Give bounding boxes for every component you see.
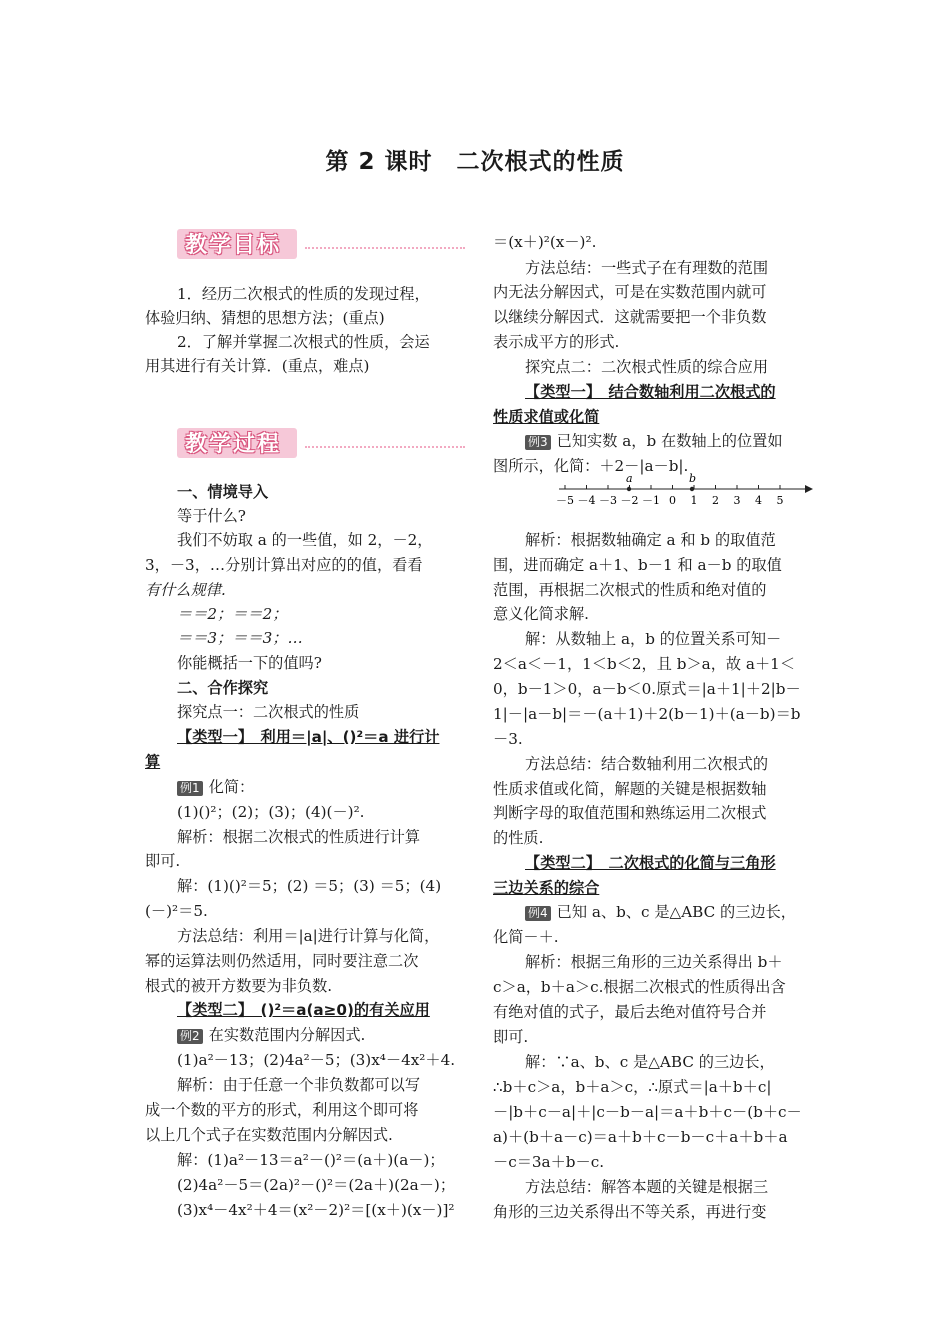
text-line: 解析：根据三角形的三边关系得出 b＋: [525, 953, 783, 971]
tick-label: －3: [599, 494, 617, 507]
text-line: 角形的三边关系得出不等关系，再进行变: [493, 1203, 767, 1221]
teaching-goals-header: [177, 227, 467, 263]
text-line: (1)()²；(2)；(3)；(4)(－)².: [177, 803, 365, 821]
text-line: 等于什么?: [177, 507, 246, 525]
point-b: [690, 487, 694, 491]
teaching-process-header: [177, 426, 467, 462]
example-line: 例2 在实数范围内分解因式.: [177, 1023, 492, 1048]
text-line: 根式的被开方数要为非负数.: [145, 977, 333, 995]
section-heading: 教学目标: [185, 233, 282, 258]
example-line: 例3 已知实数 a，b 在数轴上的位置如: [525, 429, 839, 454]
text-line: 解：从数轴上 a，b 的位置关系可知－: [525, 630, 782, 648]
number-line: [553, 472, 813, 512]
goal-line: 1．经历二次根式的性质的发现过程，: [177, 285, 430, 303]
tick-label: 2: [712, 494, 719, 507]
tick-label: 3: [733, 494, 741, 507]
text-line: 方法总结：解答本题的关键是根据三: [525, 1178, 768, 1196]
tick-label: －4: [577, 494, 596, 507]
text-line: 解：(1)a²－13＝a²－()²＝(a＋)(a－)；: [177, 1151, 445, 1169]
point-a: [627, 487, 631, 491]
text-line: 即可.: [145, 852, 181, 870]
text-line: 意义化简求解.: [493, 605, 589, 623]
text-line: 方法总结：利用＝|a|进行计算与化简，: [177, 927, 440, 945]
text-line: ＝(x＋)²(x－)².: [493, 233, 597, 251]
text-line: (3)x⁴－4x²＋4＝(x²－2)²＝[(x＋)(x－)]²: [177, 1201, 455, 1219]
text-line: 3，－3，…分别计算出对应的的值，看看: [145, 556, 423, 574]
type-heading: 【类型一】 利用＝|a|、()²＝a 进行计: [177, 728, 440, 746]
text-line: 解析：由于任意一个非负数都可以写: [177, 1076, 420, 1094]
text-line: 范围，再根据二次根式的性质和绝对值的: [493, 581, 767, 599]
text-line: (2)4a²－5＝(2a)²－()²＝(2a＋)(2a－)；: [177, 1176, 456, 1194]
text-line: 方法总结：结合数轴利用二次根式的: [525, 755, 768, 773]
tick-label: 5: [776, 494, 784, 507]
subheading: 二、合作探究: [177, 679, 269, 697]
text-line: 表示成平方的形式.: [493, 333, 620, 351]
text-line: －3.: [493, 730, 523, 748]
example-badge: 例1: [177, 781, 203, 796]
example-badge: 例2: [177, 1029, 203, 1044]
text-line: 性质求值或化简，解题的关键是根据数轴: [493, 780, 767, 798]
text-line: 以上几个式子在实数范围内分解因式.: [145, 1126, 393, 1144]
example-line: 例1 化简：: [177, 775, 492, 800]
text-line: (－)²＝5.: [145, 902, 208, 920]
type-heading: 【类型二】 ()²＝a(a≥0)的有关应用: [177, 1001, 430, 1019]
type-heading: 【类型一】 结合数轴利用二次根式的: [525, 383, 776, 401]
text-line: －c＝3a＋b－c.: [493, 1153, 605, 1171]
text-line: 解：(1)()²＝5；(2) ＝5；(3) ＝5；(4): [177, 877, 442, 895]
text-line: 0，b－1＞0，a－b＜0.原式＝|a＋1|＋2|b－: [493, 680, 801, 698]
text-line: 解析：根据数轴确定 a 和 b 的取值范: [525, 531, 776, 549]
text-line: 方法总结：一些式子在有理数的范围: [525, 259, 768, 277]
text-line: 解析：根据二次根式的性质进行计算: [177, 828, 420, 846]
tick-label: 1: [690, 494, 698, 507]
text-line: 探究点二：二次根式性质的综合应用: [525, 358, 768, 376]
text-line: 幂的运算法则仍然适用，同时要注意二次: [145, 952, 419, 970]
text-line: 图所示，化简：＋2－|a－b|.: [493, 457, 689, 475]
text-line: 化简－＋.: [493, 928, 559, 946]
text-line: 2＜a＜－1，1＜b＜2，且 b＞a，故 a＋1＜: [493, 655, 796, 673]
point-b-label: b: [689, 472, 697, 485]
tick-label: 4: [755, 494, 762, 507]
text-line: 探究点一：二次根式的性质: [177, 703, 360, 721]
goal-line: 体验归纳、猜想的思想方法；(重点): [145, 309, 385, 327]
goal-line: 用其进行有关计算．(重点，难点): [145, 357, 370, 375]
tick-label: 0: [669, 494, 676, 507]
text-line: 1|－|a－b|＝－(a＋1)＋2(b－1)＋(a－b)＝b: [493, 705, 801, 723]
text-line: 的性质.: [493, 829, 544, 847]
tick-label: －1: [642, 494, 660, 507]
tick-label: －5: [556, 494, 574, 507]
text-line: 有什么规律.: [145, 581, 226, 599]
point-a-label: a: [626, 472, 633, 485]
example-badge: 例4: [525, 906, 551, 921]
type-heading: 性质求值或化简: [493, 408, 600, 426]
axis-arrow: [805, 485, 813, 493]
page-title: 第 2 课时 二次根式的性质: [325, 149, 625, 175]
text-line: 判断字母的取值范围和熟练运用二次根式: [493, 804, 767, 822]
text-line: 成一个数的平方的形式，利用这个即可将: [145, 1101, 419, 1119]
example-badge: 例3: [525, 435, 551, 450]
text-line: c＞a，b＋a＞c.根据二次根式的性质得出含: [493, 978, 786, 996]
text-line: 你能概括一下的值吗?: [177, 654, 322, 672]
text-line: －|b＋c－a|＋|c－b－a|＝a＋b＋c－(b＋c－: [493, 1103, 802, 1121]
text-line: 我们不妨取 a 的一些值，如 2，－2，: [177, 531, 433, 549]
text-line: ＝＝2；＝＝2；: [177, 605, 288, 623]
section-heading: 教学过程: [185, 432, 282, 457]
example-line: 例4 已知 a、b、c 是△ABC 的三边长，: [525, 900, 839, 925]
text-line: 解：∵a、b、c 是△ABC 的三边长，: [525, 1053, 775, 1071]
tick-label: －2: [620, 494, 639, 507]
type-heading: 算: [145, 753, 161, 771]
text-line: 内无法分解因式，可是在实数范围内就可: [493, 283, 767, 301]
text-line: ＝＝3；＝＝3；…: [177, 629, 303, 647]
text-line: a)＋(b＋a－c)＝a＋b＋c－b－c＋a＋b＋a: [493, 1128, 788, 1146]
text-line: 有绝对值的式子，最后去绝对值符号合并: [493, 1003, 767, 1021]
text-line: 即可.: [493, 1028, 529, 1046]
subheading: 一、情境导入: [177, 483, 269, 501]
text-line: 围，进而确定 a＋1、b－1 和 a－b 的取值: [493, 556, 782, 574]
type-heading: 【类型二】 二次根式的化简与三角形: [525, 854, 776, 872]
type-heading: 三边关系的综合: [493, 879, 600, 897]
text-line: 以继续分解因式．这就需要把一个非负数: [493, 308, 767, 326]
goal-line: 2．了解并掌握二次根式的性质，会运: [177, 333, 430, 351]
text-line: (1)a²－13；(2)4a²－5；(3)x⁴－4x²＋4.: [177, 1051, 456, 1069]
text-line: ∴b＋c＞a，b＋a＞c，∴原式＝|a＋b＋c|: [493, 1078, 772, 1096]
